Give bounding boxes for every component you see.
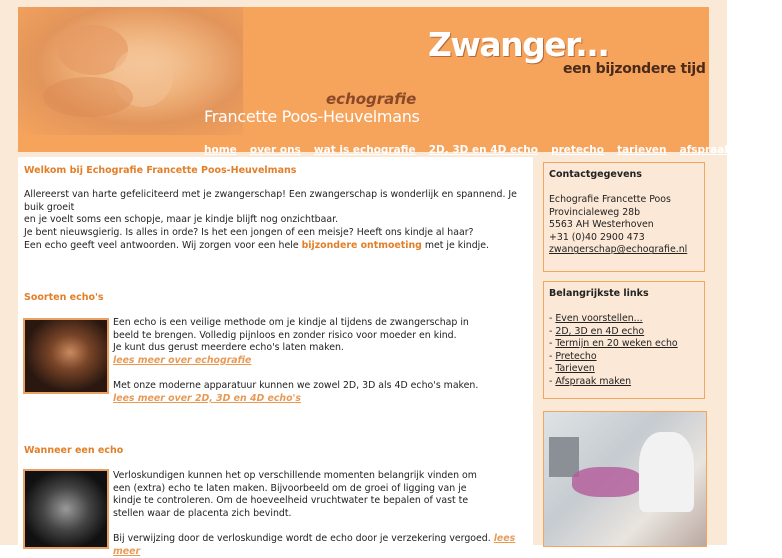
answer-text-end: met je kindje. <box>424 240 490 251</box>
tagline-subtitle: een bijzondere tijd <box>563 61 706 77</box>
logo-echografie: echografie <box>326 90 417 108</box>
contact-box <box>543 162 705 272</box>
soorten-paragraph <box>113 317 533 405</box>
intro-line: Je bent nieuwsgierig. Is alles in orde? Is het een jongen of een meisje? Heeft ons kindje al haar? <box>24 226 474 238</box>
nav-tarieven[interactable]: tarieven <box>617 144 667 156</box>
wanneer-line: Bij verwijzing door de verloskundige wordt de echo door je verzekering vergoed. <box>113 532 491 544</box>
contact-email-link[interactable]: zwangerschap@echografie.nl <box>549 244 688 256</box>
link-even-voorstellen[interactable]: Even voorstellen... <box>555 313 643 324</box>
lees-meer-2d-3d-4d-link[interactable]: lees meer over 2D, 3D en 4D echo's <box>113 392 301 404</box>
soorten-line: Met onze moderne apparatuur kunnen we zowel 2D, 3D als 4D echo's maken. <box>113 379 479 391</box>
link-pretecho[interactable]: Pretecho <box>555 350 597 362</box>
sidebar-ultrasound-photo <box>543 411 707 547</box>
wanneer-line: Verloskundigen kunnen het op verschillende momenten belangrijk vinden om <box>113 470 477 481</box>
main-navigation <box>204 138 782 157</box>
welcome-heading: Welkom bij Echografie Francette Poos-Heuvelmans <box>24 165 297 176</box>
link-2d-3d-4d-echo[interactable]: 2D, 3D en 4D echo <box>555 325 645 337</box>
tagline-title: Zwanger... <box>428 25 609 64</box>
intro-line: Allereerst van harte gefeliciteerd met je zwangerschap! Een zwangerschap is wonderlijk en spannend. Je buik groeit <box>24 189 517 213</box>
answer-highlight: bijzondere ontmoeting <box>301 240 422 251</box>
soorten-line: Je kunt dus gerust meerdere echo's laten maken. <box>113 342 344 354</box>
lees-meer-wanneer-link[interactable]: lees meer <box>113 532 516 557</box>
wanneer-line: kindje te controleren. Om de hoeveelheid vruchtwater te bepalen of vast te <box>113 495 469 507</box>
soorten-line: Een echo is een veilige methode om je kindje al tijdens de zwangerschap in <box>113 317 469 328</box>
wanneer-line: een (extra) echo te laten maken. Bijvoorbeeld om de groei of ligging van je <box>113 482 467 494</box>
nav-wat-is-echografie[interactable]: wat is echografie <box>313 144 416 156</box>
intro-paragraph <box>24 189 534 239</box>
wanneer-echo-heading: Wanneer een echo <box>24 445 124 456</box>
nav-afspraak-maken[interactable]: afspraak maken <box>679 144 775 156</box>
link-tarieven[interactable]: Tarieven <box>555 363 595 375</box>
2d-echo-thumbnail <box>23 469 109 549</box>
3d-echo-thumbnail <box>23 318 109 394</box>
main-content <box>18 157 533 557</box>
link-afspraak-maken[interactable]: Afspraak maken <box>555 375 632 387</box>
answer-paragraph <box>24 240 534 253</box>
answer-text: Een echo geeft veel antwoorden. Wij zorgen voor een hele <box>24 240 299 251</box>
links-title: Belangrijkste links <box>549 288 649 299</box>
soorten-line: beeld te brengen. Volledig pijnloos en zonder risico voor moeder en kind. <box>113 329 457 341</box>
wanneer-line: stellen waar de placenta zich bevindt. <box>113 507 292 519</box>
nav-home[interactable]: home <box>204 144 237 156</box>
wanneer-paragraph <box>113 470 533 558</box>
contact-line: Provincialeweg 28b <box>549 206 641 218</box>
contact-line: Echografie Francette Poos <box>549 194 671 205</box>
contact-title: Contactgegevens <box>549 169 642 180</box>
logo-brand-name: Francette Poos-Heuvelmans <box>204 107 420 126</box>
intro-line: en je voelt soms een schopje, maar je kindje blijft nog onzichtbaar. <box>24 214 339 226</box>
contact-line: +31 (0)40 2900 473 <box>549 231 645 243</box>
important-links-box: Belangrijkste links - Even voorstellen... - 2D, 3D en 4D echo - Termijn en 20 weken echo - Pretecho - Tarieven - Afspraak maken <box>543 281 705 399</box>
nav-pretecho[interactable]: pretecho <box>551 144 604 156</box>
link-termijn-20-weken[interactable]: Termijn en 20 weken echo <box>555 338 678 350</box>
nav-2d-3d-4d-echo[interactable]: 2D, 3D en 4D echo <box>428 144 538 156</box>
contact-line: 5563 AH Westerhoven <box>549 219 654 231</box>
nav-over-ons[interactable]: over ons <box>249 144 301 156</box>
soorten-echos-heading: Soorten echo's <box>24 292 104 303</box>
site-header <box>18 7 775 156</box>
lees-meer-echografie-link[interactable]: lees meer over echografie <box>113 354 252 366</box>
